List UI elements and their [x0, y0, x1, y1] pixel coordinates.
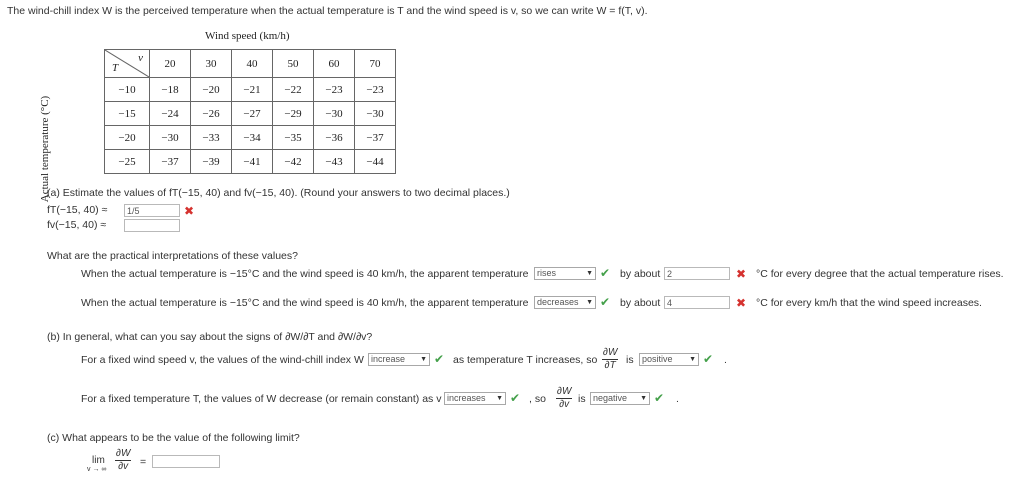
wind-chill-cell: −37 [150, 150, 191, 174]
table-header-row [105, 50, 396, 78]
interpretation-2-by: by about [620, 297, 661, 309]
ft-label: fT(−15, 40) ≈ [47, 204, 108, 216]
wind-chill-cell: −29 [273, 102, 314, 126]
correct-check-icon: ✔ [600, 295, 611, 309]
wind-chill-cell: −20 [191, 78, 232, 102]
fraction-denominator: ∂v [559, 399, 570, 410]
wind-chill-cell: −24 [150, 102, 191, 126]
limit-label: lim [92, 455, 105, 466]
wind-chill-cell: −21 [232, 78, 273, 102]
dropdown-arrow-icon: ▼ [640, 395, 647, 402]
wind-chill-cell: −30 [150, 126, 191, 150]
wind-chill-cell: −33 [191, 126, 232, 150]
correct-check-icon: ✔ [434, 352, 445, 366]
interpretation-1-text: When the actual temperature is −15°C and the wind speed is 40 km/h, the apparent temperature [81, 268, 529, 280]
ft-answer-input[interactable]: 1/5 [124, 204, 180, 217]
correct-check-icon: ✔ [510, 391, 521, 405]
wind-chill-cell: −36 [314, 126, 355, 150]
interpretation-question: What are the practical interpretations of these values? [47, 250, 298, 262]
interpretation-2-text: When the actual temperature is −15°C and the wind speed is 40 km/h, the apparent temperature [81, 297, 529, 309]
part-b-prompt: (b) In general, what can you say about the signs of ∂W/∂T and ∂W/∂v? [47, 331, 373, 343]
speed-header: 20 [150, 50, 191, 78]
correct-check-icon: ✔ [600, 266, 611, 280]
table-row [105, 150, 396, 174]
wind-chill-cell: −34 [232, 126, 273, 150]
temperature-cell: −20 [105, 126, 150, 150]
part-b-line-1-text: For a fixed wind speed v, the values of the wind-chill index W [81, 354, 364, 366]
correct-check-icon: ✔ [654, 391, 665, 405]
part-b-line-2-is: is [578, 393, 586, 405]
part-b-line-2-text: For a fixed temperature T, the values of W decrease (or remain constant) as v [81, 393, 442, 405]
table-title: Wind speed (km/h) [205, 30, 290, 42]
wind-chill-cell: −18 [150, 78, 191, 102]
wind-chill-cell: −27 [232, 102, 273, 126]
incorrect-icon: ✖ [736, 296, 747, 310]
part-b-line-1-is: is [626, 354, 634, 366]
speed-header: 50 [273, 50, 314, 78]
limit-subscript: v → ∞ [87, 466, 107, 473]
fraction-numerator: ∂W [116, 448, 131, 459]
part-a-prompt: (a) Estimate the values of fT(−15, 40) and fv(−15, 40). (Round your answers to two decimal places.) [47, 187, 510, 199]
wind-chill-cell: −30 [314, 102, 355, 126]
interpretation-1-select[interactable] [534, 267, 596, 280]
dropdown-arrow-icon: ▼ [420, 356, 427, 363]
fv-answer-input[interactable] [124, 219, 180, 232]
wind-chill-cell: −41 [232, 150, 273, 174]
part-b-line-2-sign-select[interactable] [590, 392, 650, 405]
wind-chill-cell: −43 [314, 150, 355, 174]
table-side-label: Actual temperature (°C) [39, 95, 51, 203]
wind-chill-cell: −37 [355, 126, 396, 150]
dropdown-arrow-icon: ▼ [689, 356, 696, 363]
fraction-denominator: ∂T [604, 360, 616, 371]
wind-chill-cell: −23 [355, 78, 396, 102]
part-b-line-1-mid: as temperature T increases, so [453, 354, 598, 366]
dropdown-arrow-icon: ▼ [496, 395, 503, 402]
part-b-line-1-select-value: increase [371, 354, 406, 364]
part-b-line-1-sign-select-value: positive [642, 354, 673, 364]
incorrect-icon: ✖ [184, 204, 195, 218]
wind-chill-cell: −35 [273, 126, 314, 150]
part-b-line-2-select[interactable] [444, 392, 506, 405]
period-mark: . [676, 393, 679, 405]
incorrect-icon: ✖ [736, 267, 747, 281]
table-row [105, 126, 396, 150]
intro-text: The wind-chill index W is the perceived temperature when the actual temperature is T and the wind speed is v, so we can write W = f(T, v). [7, 5, 648, 17]
temperature-cell: −25 [105, 150, 150, 174]
part-b-line-2-select-value: increases [447, 393, 486, 403]
speed-header: 30 [191, 50, 232, 78]
part-b-line-1-select[interactable] [368, 353, 430, 366]
speed-header: 60 [314, 50, 355, 78]
interpretation-2-select-value: decreases [537, 297, 579, 307]
part-b-line-1-sign-select[interactable] [639, 353, 699, 366]
correct-check-icon: ✔ [703, 352, 714, 366]
partial-w-partial-t-fraction [602, 348, 618, 371]
table-corner-cell [105, 50, 150, 78]
wind-chill-cell: −22 [273, 78, 314, 102]
fraction-numerator: ∂W [557, 386, 572, 397]
wind-chill-cell: −30 [355, 102, 396, 126]
fraction-denominator: ∂v [118, 461, 129, 472]
fraction-numerator: ∂W [603, 347, 618, 358]
period-mark: . [724, 354, 727, 366]
speed-header: 40 [232, 50, 273, 78]
wind-chill-cell: −44 [355, 150, 396, 174]
temperature-cell: −10 [105, 78, 150, 102]
interpretation-2-tail: °C for every km/h that the wind speed increases. [756, 297, 982, 309]
equals-sign: = [140, 456, 147, 468]
wind-chill-cell: −42 [273, 150, 314, 174]
corner-v-label: v [138, 52, 143, 64]
wind-chill-table [104, 49, 396, 174]
table-row [105, 78, 396, 102]
interpretation-2-value-input[interactable]: 4 [664, 296, 730, 309]
corner-t-label: T [112, 62, 119, 74]
wind-chill-cell: −26 [191, 102, 232, 126]
temperature-cell: −15 [105, 102, 150, 126]
fv-label: fv(−15, 40) ≈ [47, 219, 107, 231]
part-b-line-2-sign-select-value: negative [593, 393, 628, 403]
interpretation-1-tail: °C for every degree that the actual temperature rises. [756, 268, 1004, 280]
table-row [105, 102, 396, 126]
partial-w-partial-v-fraction [556, 387, 572, 410]
interpretation-1-select-value: rises [537, 268, 557, 278]
speed-header: 70 [355, 50, 396, 78]
dropdown-arrow-icon: ▼ [586, 270, 593, 277]
dropdown-arrow-icon: ▼ [586, 299, 593, 306]
interpretation-2-select[interactable] [534, 296, 596, 309]
partial-w-partial-v-fraction [115, 449, 131, 472]
interpretation-1-by: by about [620, 268, 661, 280]
limit-answer-input[interactable] [152, 455, 220, 468]
part-c-prompt: (c) What appears to be the value of the following limit? [47, 432, 300, 444]
wind-chill-cell: −39 [191, 150, 232, 174]
wind-chill-cell: −23 [314, 78, 355, 102]
interpretation-1-value-input[interactable]: 2 [664, 267, 730, 280]
part-b-line-2-so: , so [529, 393, 546, 405]
